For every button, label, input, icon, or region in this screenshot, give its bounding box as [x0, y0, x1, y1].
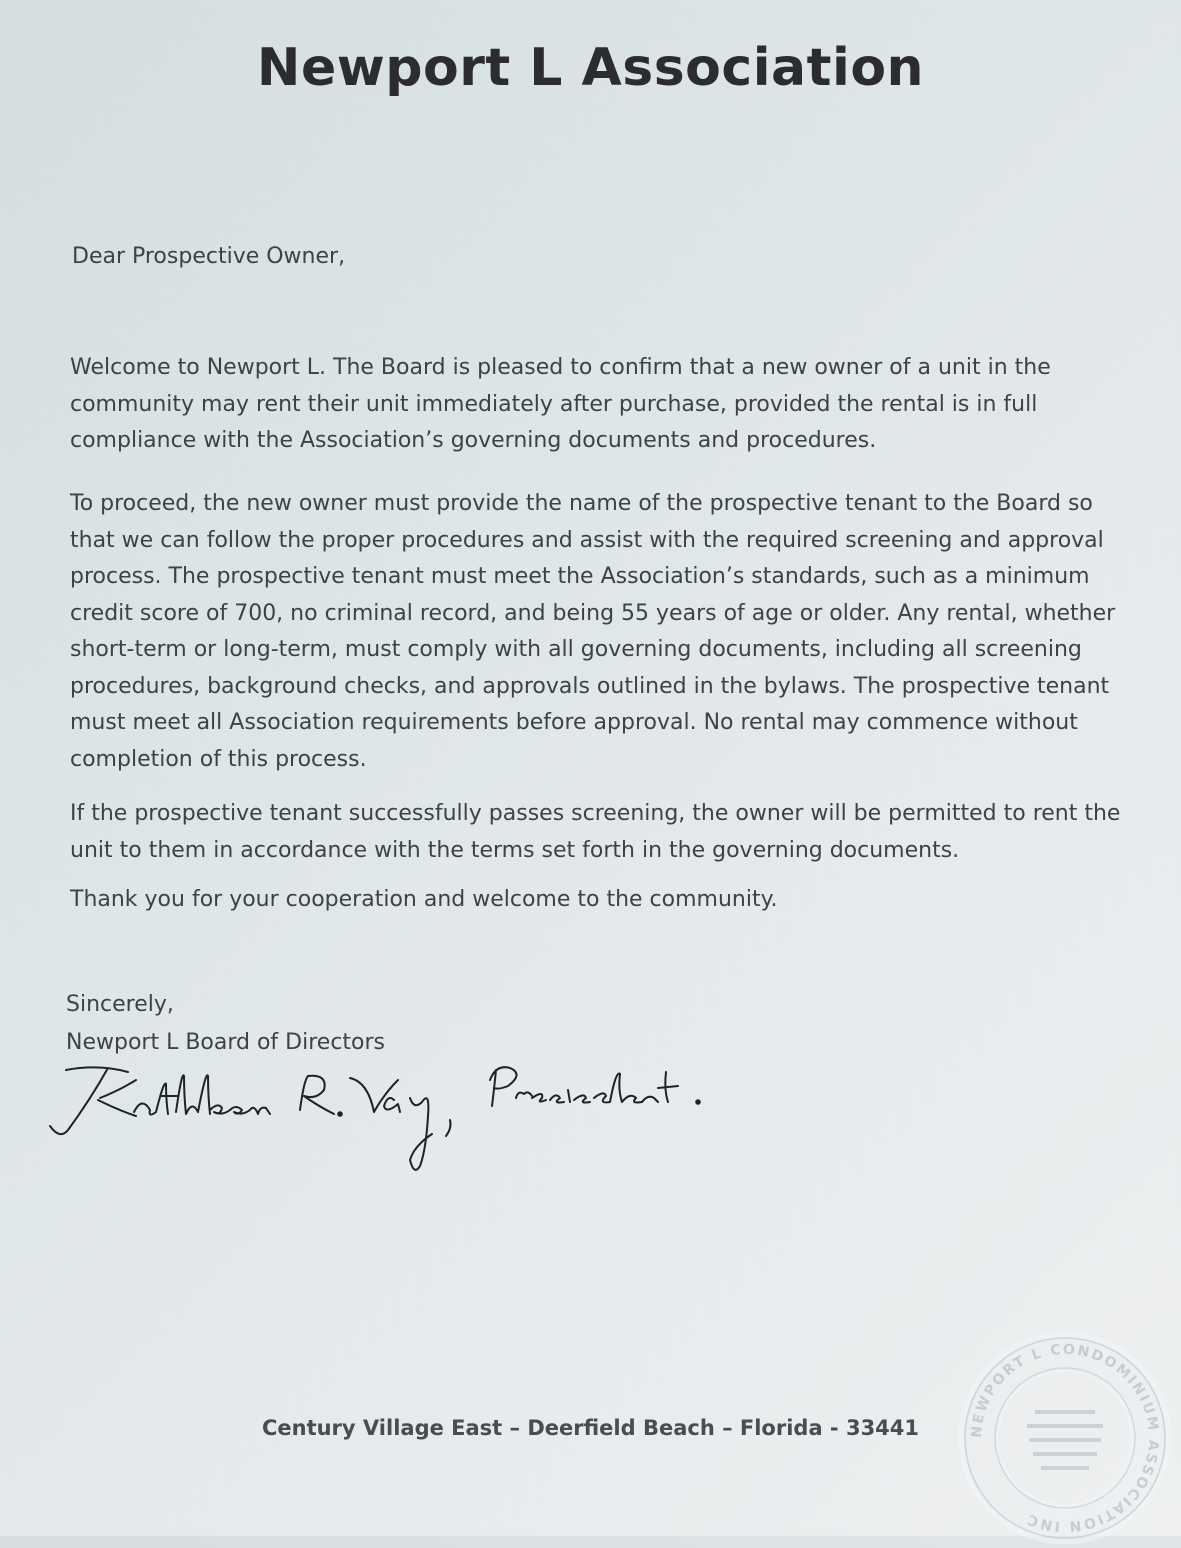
- letter-footer-address: Century Village East – Deerfield Beach – Florida - 33441: [261, 1416, 920, 1440]
- letter-title: Newport L Association: [256, 38, 925, 98]
- closing-word: Sincerely,: [66, 992, 174, 1017]
- salutation: Dear Prospective Owner,: [72, 244, 346, 269]
- handwritten-signature: [38, 1050, 758, 1180]
- paragraph-procedure: To proceed, the new owner must provide the name of the prospective tenant to the Board so that we can follow the proper procedures and assist with the required screening and approval process. The prospective tenant must meet the Association’s standards, such as a minimum credit score of 700, no criminal record, and being 55 years of age or older. Any rental, whether short-term or long-term, must comply with all governing documents, including all screening procedures, background checks, and approvals outlined in the bylaws. The prospective tenant must meet all Association requirements before approval. No rental may commence without completion of this process.: [70, 491, 1116, 772]
- svg-text:NEWPORT L CONDOMINIUM ASSOCIAT: NEWPORT L CONDOMINIUM ASSOCIATION INC: [968, 1341, 1162, 1535]
- paragraph-screening-outcome: If the prospective tenant successfully passes screening, the owner will be permitted to rent the unit to them in accordance with the terms set forth in the governing documents.: [70, 801, 1121, 863]
- signatory-name: Newport L Board of Directors: [66, 1030, 386, 1055]
- paragraph-welcome: Welcome to Newport L. The Board is pleased to confirm that a new owner of a unit in the community may rent their unit immediately after purchase, provided the rental is in full compliance with the Association’s governing documents and procedures.: [70, 355, 1051, 453]
- paragraph-thanks: Thank you for your cooperation and welcome to the community.: [70, 887, 778, 912]
- embossed-seal: [955, 1328, 1175, 1548]
